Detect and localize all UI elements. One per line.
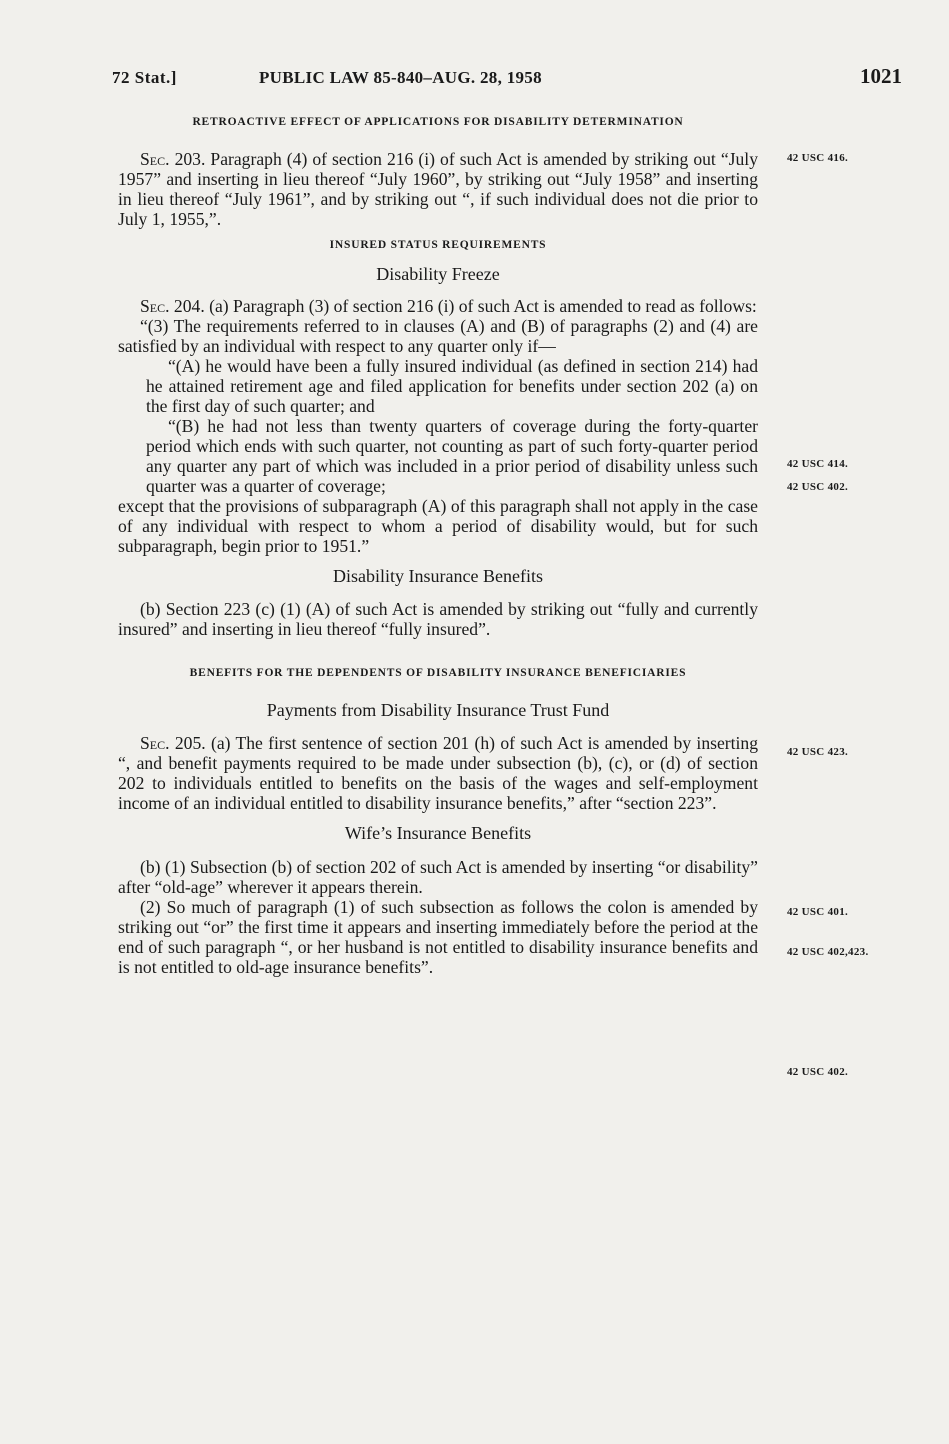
heading-insured-status: INSURED STATUS REQUIREMENTS <box>329 239 547 251</box>
subheading-disability-insurance-benefits: Disability Insurance Benefits <box>333 566 543 586</box>
heading-retroactive: RETROACTIVE EFFECT OF APPLICATIONS FOR DISABILITY DETERMINATION <box>192 116 684 128</box>
statute-volume: 72 Stat.] <box>112 68 177 87</box>
subparagraph-a: “(A) he would have been a fully insured individual (as defined in section 214) had he attained retirement age and filed application for benefits under section 202 (a) on the first day of such quarter; and <box>146 356 758 416</box>
section-204a: Sec. 204. (a) Paragraph (3) of section 216 (i) of such Act is amended to read as follows: <box>140 296 757 316</box>
margin-note: 42 USC 402,423. <box>787 946 869 958</box>
sec-label: Sec. <box>140 733 170 753</box>
margin-note: 42 USC 423. <box>787 746 849 758</box>
paragraph-except: except that the provisions of subparagraph (A) of this paragraph shall not apply in the case of any individual with respect to whom a period of disability would, but for such subparagraph, begin prior to 1951.” <box>118 496 758 556</box>
section-204b: (b) Section 223 (c) (1) (A) of such Act is amended by striking out “fully and currently insured” and inserting in lieu thereof “fully insured”. <box>118 599 758 639</box>
document-body <box>118 112 758 977</box>
section-205b1: (b) (1) Subsection (b) of section 202 of such Act is amended by inserting “or disability” after “old-age” wherever it appears therein. <box>118 857 758 897</box>
page-header <box>112 62 902 92</box>
subheading-wife-insurance: Wife’s Insurance Benefits <box>344 823 532 843</box>
section-205a: Sec. 205. (a) The first sentence of section 201 (h) of such Act is amended by inserting “, and benefit payments required to be made under subsection (b), (c), or (d) of section 202 to individuals entitled to benefits on the basis of the wages and self-employment income of an individual entitled to disability insurance benefits,” after “section 223”. <box>118 733 758 813</box>
paragraph-3: “(3) The requirements referred to in clauses (A) and (B) of paragraphs (2) and (4) are satisfied by an individual with respect to any quarter only if— <box>118 316 758 356</box>
section-203: Sec. 203. Paragraph (4) of section 216 (i) of such Act is amended by striking out “July 1957” and inserting in lieu thereof “July 1960”, by striking out “July 1958” and inserting in lieu thereof “July 1961”, and by striking out “, if such individual does not die prior to July 1, 1955,”. <box>118 149 758 229</box>
margin-note: 42 USC 402. <box>787 481 849 493</box>
subparagraph-b: “(B) he had not less than twenty quarters of coverage during the forty-quarter period which ends with such quarter, not counting as part of such forty-quarter period any quarter any part of which was included in a prior period of disability unless such quarter was a quarter of coverage; <box>146 416 758 496</box>
subheading-trust-fund: Payments from Disability Insurance Trust Fund <box>266 700 610 720</box>
margin-note: 42 USC 402. <box>787 1066 849 1078</box>
margin-note: 42 USC 401. <box>787 906 849 918</box>
heading-dependents: BENEFITS FOR THE DEPENDENTS OF DISABILITY INSURANCE BENEFICIARIES <box>189 667 687 679</box>
sec-label: Sec. <box>140 149 170 169</box>
sec-label: Sec. <box>140 296 170 316</box>
margin-note: 42 USC 414. <box>787 458 849 470</box>
page-number: 1021 <box>860 64 902 88</box>
public-law-title: PUBLIC LAW 85-840–AUG. 28, 1958 <box>259 68 542 87</box>
section-205b2: (2) So much of paragraph (1) of such subsection as follows the colon is amended by striking out “or” the first time it appears and inserting immediately before the period at the end of such paragraph “, or her husband is not entitled to disability insurance benefits and is not entitled to old-age insurance benefits”. <box>118 897 758 977</box>
margin-note: 42 USC 416. <box>787 152 849 164</box>
subheading-disability-freeze: Disability Freeze <box>376 264 500 284</box>
